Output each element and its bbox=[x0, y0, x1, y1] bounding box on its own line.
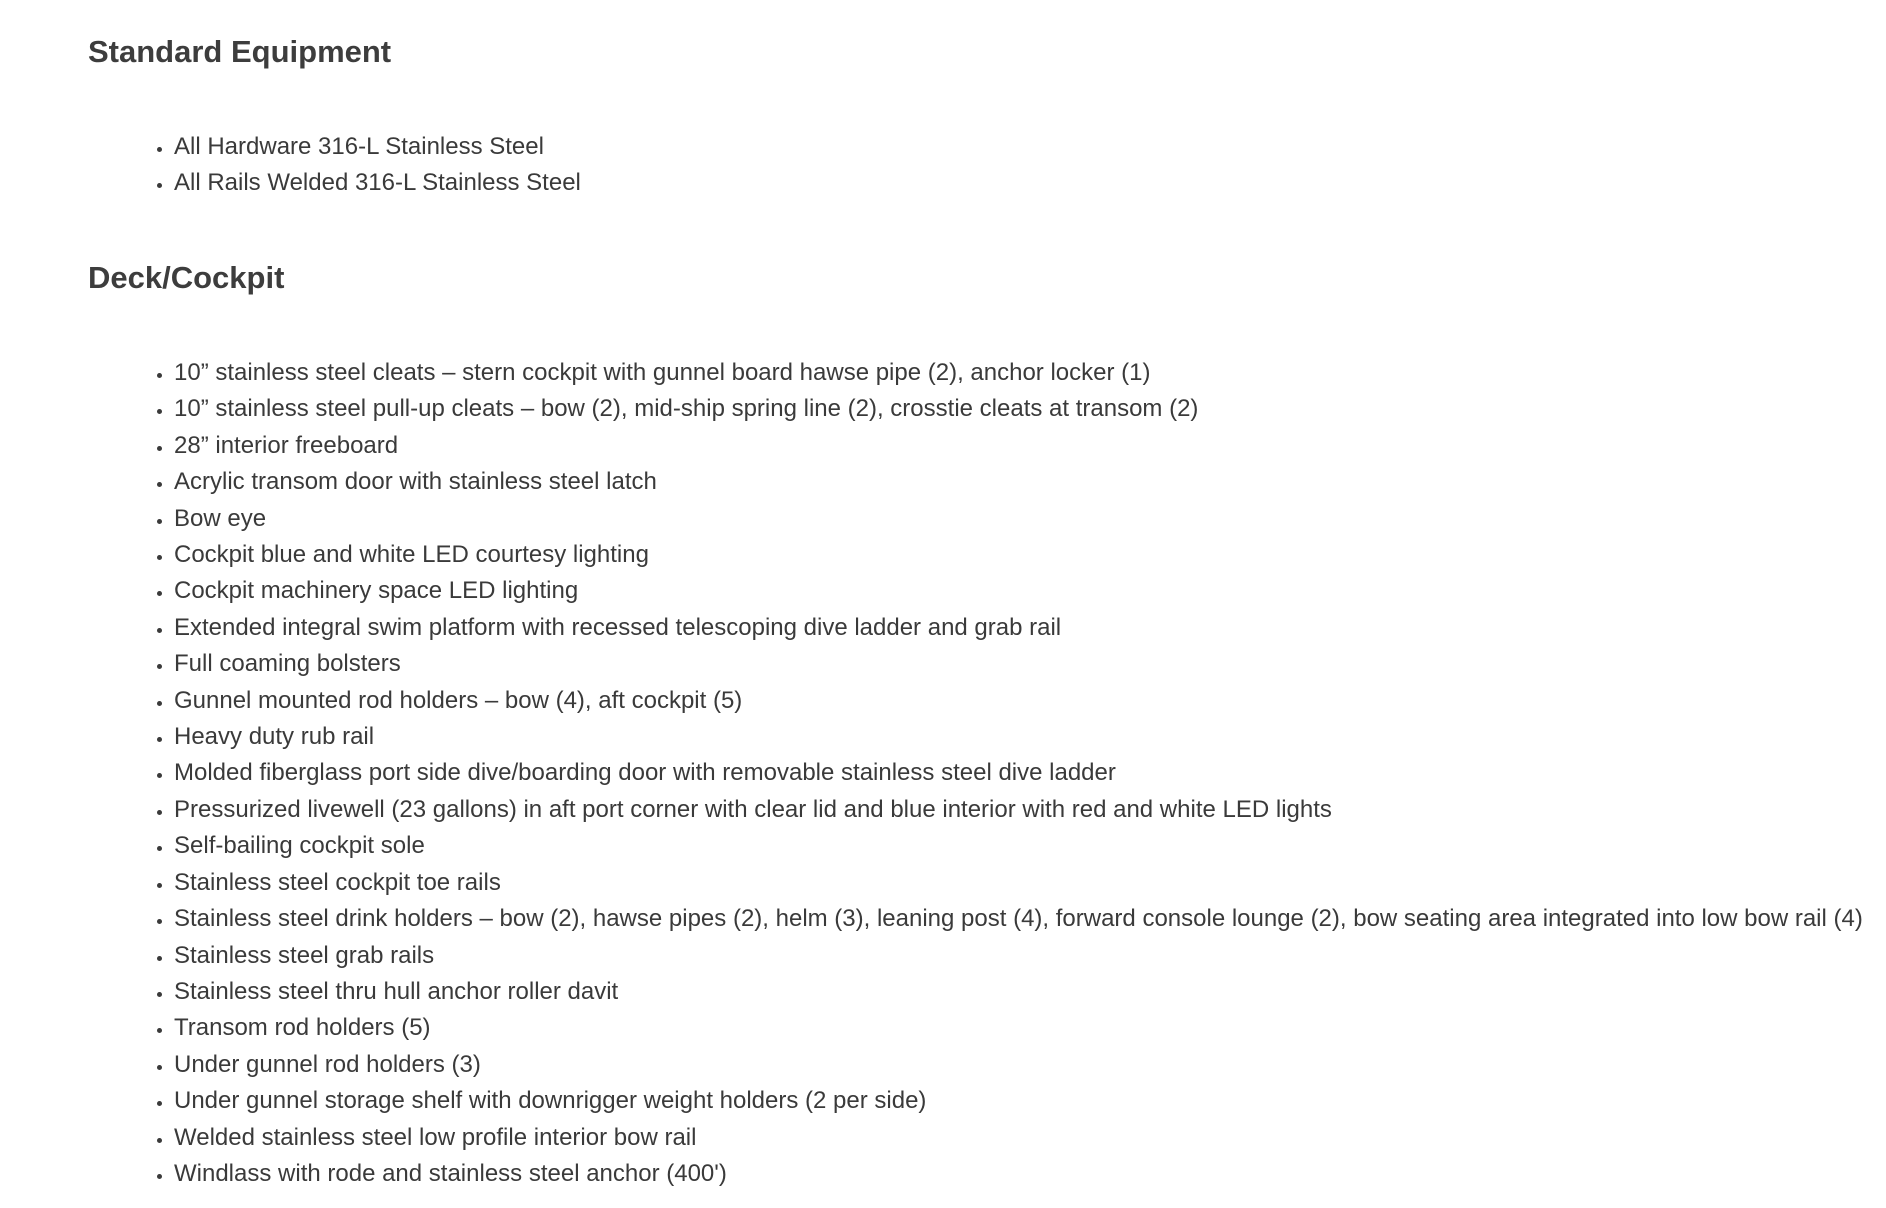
standard-equipment-item: • All Rails Welded 316-L Stainless Steel bbox=[174, 165, 581, 201]
deck-cockpit-item: • Full coaming bolsters bbox=[174, 646, 1863, 682]
deck-cockpit-item: • Under gunnel storage shelf with downrigger weight holders (2 per side) bbox=[174, 1083, 1863, 1119]
deck-cockpit-heading: Deck/Cockpit bbox=[88, 260, 285, 295]
standard-equipment-item: • All Hardware 316-L Stainless Steel bbox=[174, 129, 581, 165]
deck-cockpit-list bbox=[88, 355, 1863, 1192]
deck-cockpit-item: • 28” interior freeboard bbox=[174, 428, 1863, 464]
deck-cockpit-item: • Extended integral swim platform with recessed telescoping dive ladder and grab rail bbox=[174, 610, 1863, 646]
deck-cockpit-item: • 10” stainless steel pull-up cleats – bow (2), mid-ship spring line (2), crosstie cleats at transom (2) bbox=[174, 391, 1863, 427]
deck-cockpit-item: • Molded fiberglass port side dive/boarding door with removable stainless steel dive ladder bbox=[174, 755, 1863, 791]
deck-cockpit-item: • Self-bailing cockpit sole bbox=[174, 828, 1863, 864]
standard-equipment-list bbox=[88, 129, 581, 202]
deck-cockpit-item: • Pressurized livewell (23 gallons) in aft port corner with clear lid and blue interior with red and white LED lights bbox=[174, 792, 1863, 828]
deck-cockpit-item: • Cockpit machinery space LED lighting bbox=[174, 573, 1863, 609]
deck-cockpit-item: • 10” stainless steel cleats – stern cockpit with gunnel board hawse pipe (2), anchor locker (1) bbox=[174, 355, 1863, 391]
deck-cockpit-item: • Acrylic transom door with stainless steel latch bbox=[174, 464, 1863, 500]
deck-cockpit-item: • Transom rod holders (5) bbox=[174, 1010, 1863, 1046]
deck-cockpit-item: • Stainless steel grab rails bbox=[174, 938, 1863, 974]
deck-cockpit-item: • Bow eye bbox=[174, 501, 1863, 537]
standard-equipment-heading: Standard Equipment bbox=[88, 34, 392, 69]
deck-cockpit-item: • Welded stainless steel low profile interior bow rail bbox=[174, 1120, 1863, 1156]
deck-cockpit-item: • Stainless steel thru hull anchor roller davit bbox=[174, 974, 1863, 1010]
deck-cockpit-item: • Stainless steel cockpit toe rails bbox=[174, 865, 1863, 901]
deck-cockpit-item: • Stainless steel drink holders – bow (2), hawse pipes (2), helm (3), leaning post (4), forward console lounge (2), bow seating area integrated into low bow rail (4) bbox=[174, 901, 1863, 937]
deck-cockpit-item: • Windlass with rode and stainless steel anchor (400') bbox=[174, 1156, 1863, 1192]
deck-cockpit-item: • Heavy duty rub rail bbox=[174, 719, 1863, 755]
deck-cockpit-item: • Cockpit blue and white LED courtesy lighting bbox=[174, 537, 1863, 573]
deck-cockpit-item: • Gunnel mounted rod holders – bow (4), aft cockpit (5) bbox=[174, 683, 1863, 719]
deck-cockpit-item: • Under gunnel rod holders (3) bbox=[174, 1047, 1863, 1083]
